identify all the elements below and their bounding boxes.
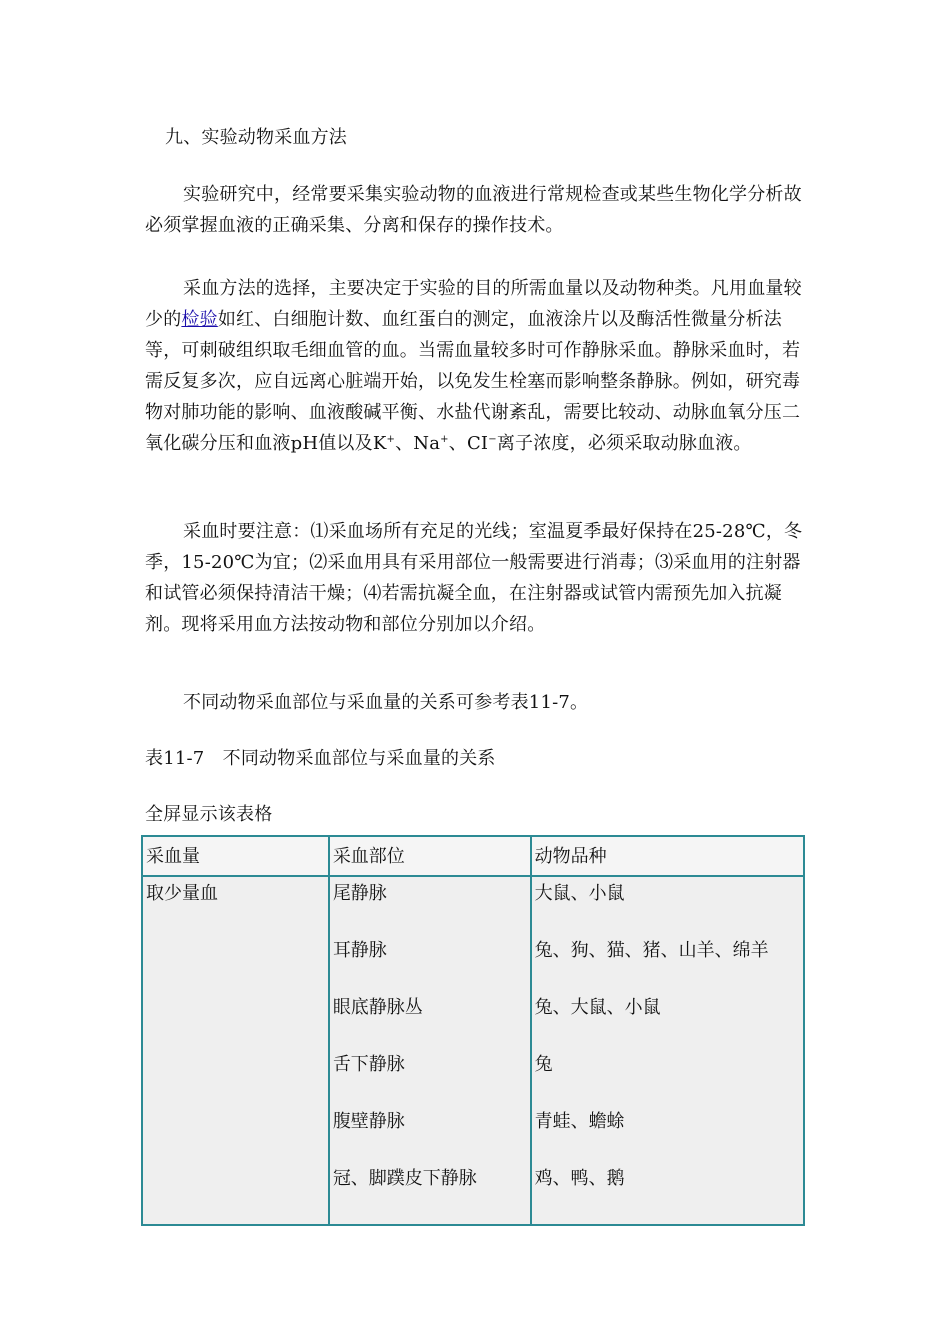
fullscreen-table-link[interactable]: 全屏显示该表格 <box>145 804 273 825</box>
para2-sep-na: 、Na <box>395 433 441 454</box>
species-item: 兔 <box>534 1054 553 1075</box>
paragraph-precautions: 采血时要注意：⑴采血场所有充足的光线；室温夏季最好保持在25-28℃，冬季，15-20℃为宜；⑵采血用具有采用部位一般需要进行消毒；⑶采血用的注射器和试管必须保持清洁干燥；⑷若需抗凝全血，在注射器或试管内需预先加入抗凝剂。现将采用血方法按动物和部位分别加以介绍。 <box>145 521 803 635</box>
section-heading: 九、实验动物采血方法 <box>165 127 347 148</box>
paragraph-method-selection <box>145 273 807 459</box>
na-ion-superscript: + <box>440 434 449 445</box>
site-item: 眼底静脉丛 <box>332 997 423 1018</box>
site-item: 舌下静脉 <box>332 1054 405 1075</box>
species-item: 鸡、鸭、鹅 <box>534 1168 625 1189</box>
site-item: 耳静脉 <box>332 940 387 961</box>
table-row <box>142 876 804 1225</box>
cl-ion-superscript: − <box>488 434 497 445</box>
paragraph-table-reference: 不同动物采血部位与采血量的关系可参考表11-7。 <box>183 692 589 713</box>
para2-sep-cl: 、CI <box>448 433 489 454</box>
species-item: 青蛙、蟾蜍 <box>534 1111 625 1132</box>
para2-text-end: 离子浓度，必须采取动脉血液。 <box>496 433 752 454</box>
site-cell <box>329 876 531 1225</box>
inspection-link[interactable]: 检验 <box>181 309 218 330</box>
k-ion-superscript: + <box>386 434 396 445</box>
table-header-row <box>142 836 804 876</box>
blood-collection-table <box>141 835 805 1226</box>
header-cell-amount: 采血量 <box>142 836 329 876</box>
species-item: 兔、狗、猫、猪、山羊、绵羊 <box>534 940 769 961</box>
table-caption: 表11-7 不同动物采血部位与采血量的关系 <box>145 748 496 769</box>
amount-value: 取少量血 <box>146 883 218 904</box>
header-cell-site: 采血部位 <box>329 836 531 876</box>
species-item: 大鼠、小鼠 <box>534 883 625 904</box>
site-item: 腹壁静脉 <box>332 1111 405 1132</box>
para2-text-middle: 如红、白细胞计数、血红蛋白的测定，血液涂片以及酶活性微量分析法等，可刺破组织取毛细血管的血。当需血量较多时可作静脉采血。静脉采血时，若需反复多次，应自远离心脏端开始，以免发生栓塞而影响整条静脉。例如，研究毒物对肺功能的影响、血液酸碱平衡、水盐代谢紊乱，需要比较动、动脉血氧分压二氧化碳分压和血液pH值以及K <box>145 309 801 454</box>
amount-cell <box>142 876 329 1225</box>
site-item: 尾静脉 <box>332 883 387 904</box>
para2-text-start: 采血方法的选择，主要决定于实验的目的所需血量以及动物种类。凡用血量较少的 <box>145 278 802 330</box>
paragraph-intro: 实验研究中，经常要采集实验动物的血液进行常规检查或某些生物化学分析故必须掌握血液的正确采集、分离和保存的操作技术。 <box>145 184 802 236</box>
species-item: 兔、大鼠、小鼠 <box>534 997 661 1018</box>
species-cell <box>531 876 804 1225</box>
site-item: 冠、脚蹼皮下静脉 <box>332 1168 477 1189</box>
header-cell-species: 动物品种 <box>531 836 804 876</box>
